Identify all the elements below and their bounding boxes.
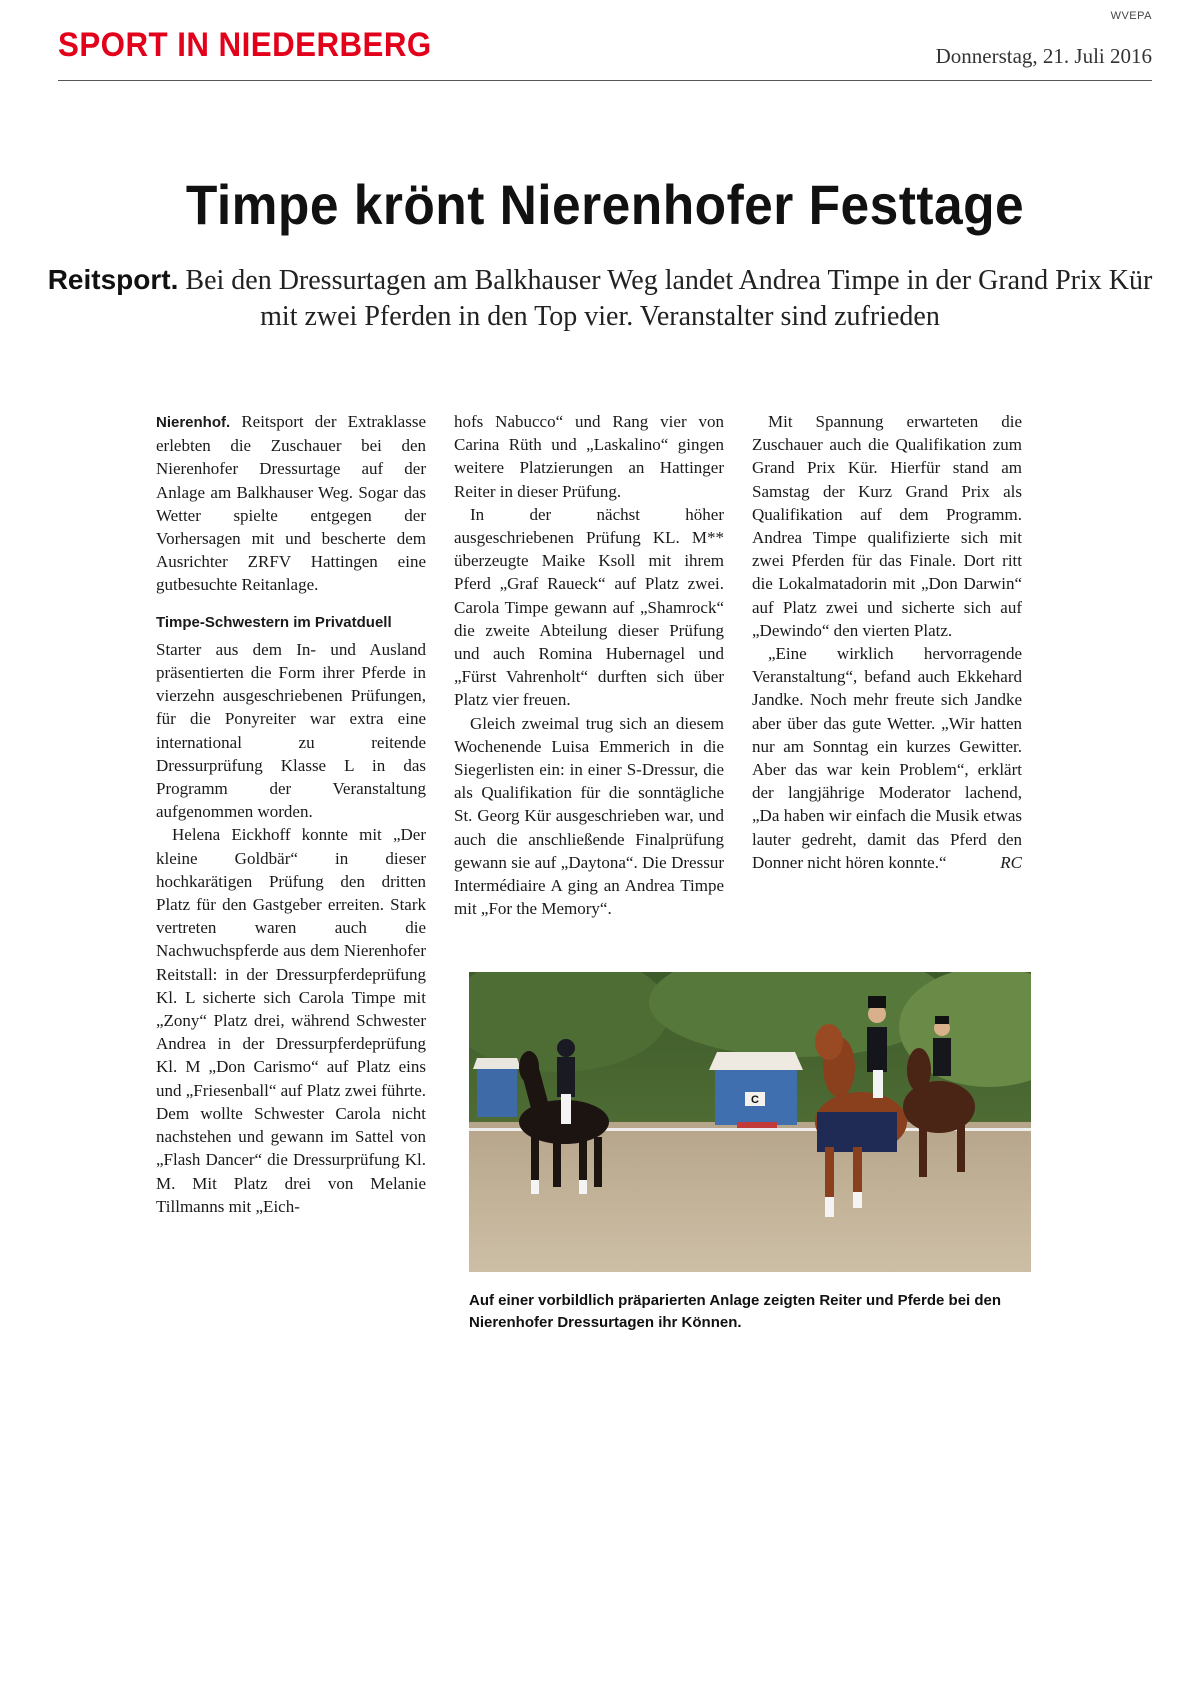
- dressage-photo-illustration: [469, 972, 1031, 1272]
- publisher-label: WVEPA: [1110, 10, 1152, 22]
- paragraph: Starter aus dem In- und Ausland präsentierten die Form ihrer Pferde in vierzehn ausgeschriebenen Prüfungen, für die Ponyreiter war extra eine international zu reitende Dressurprüfung Klasse L in das Programm der Veranstaltung aufgenommen worden.: [156, 639, 426, 822]
- dateline: Nierenhof.: [156, 414, 231, 431]
- paragraph: [156, 410, 426, 597]
- judge-booth-center: [709, 1052, 803, 1125]
- paragraph: Gleich zweimal trug sich an diesem Wochenende Luisa Emmerich in die Siegerlisten ein: in einer S-Dressur, die als Qualifikation für die sonntägliche St. Georg Kür ausgeschrieben war, und auch die anschließende Finalprüfung gewann sie auf „Daytona“. Die Dressur Intermédiaire A ging an Andrea Timpe mit „For the Memory“.: [454, 713, 724, 919]
- issue-date: Donnerstag, 21. Juli 2016: [935, 44, 1152, 68]
- dek: [36, 262, 1164, 335]
- header-rule: [58, 80, 1152, 81]
- subheading: Timpe-Schwestern im Privatduell: [156, 613, 392, 631]
- section-title: SPORT IN NIEDERBERG: [58, 26, 432, 64]
- dek-kicker: Reitsport.: [47, 264, 179, 295]
- article-photo: [469, 972, 1031, 1272]
- paragraph: Helena Eickhoff konnte mit „Der kleine Goldbär“ in dieser hochkarätigen Prüfung den dritten Platz für den Gastgeber erreiten. Stark vertreten waren auch die Nachwuchspferde aus dem Nierenhofer Reitstall: in der Dressurpferdeprüfung Kl. L sicherte sich Carola Timpe mit „Zony“ Platz drei, während Schwester Andrea in der Dressurpferdeprüfung Kl. M „Don Carismo“ auf Platz eins und „Friesenball“ auf Platz zwei führte. Dem wollte Schwester Carola nicht nachstehen und gewann im Sattel von „Flash Dancer“ die Dressurprüfung Kl. M. Mit Platz drei von Melanie Tillmanns mit „Eich-: [156, 825, 427, 1216]
- arena-letter: C: [751, 1094, 759, 1106]
- author-initials: RC: [1000, 853, 1022, 873]
- paragraph: hofs Nabucco“ und Rang vier von Carina Rüth und „Laskalino“ gingen weitere Platzierungen an Hattinger Reiter in dieser Prüfung.: [454, 412, 724, 501]
- column-1: [156, 410, 426, 1218]
- paragraph-text: Reitsport der Extraklasse erlebten die Zuschauer bei den Nierenhofer Dressurtage auf der Anlage am Balkhauser Weg. Sogar das Wetter spielte entgegen der Vorhersagen mit und bescherte dem Ausrichter ZRFV Hattingen eine gutbesuchte Reitanlage.: [156, 412, 426, 595]
- paragraph: In der nächst höher ausgeschriebenen Prüfung KL. M** überzeugte Maike Ksoll mit ihrem Pferd „Graf Raueck“ auf Platz zwei. Carola Timpe gewann auf „Shamrock“ die zweite Abteilung dieser Prüfung und auch Romina Hubernagel und „Fürst Vahrenholt“ durften sich über Platz vier freuen.: [454, 504, 724, 710]
- photo-caption: Auf einer vorbildlich präparierten Anlage zeigten Reiter und Pferde bei den Nierenhofer Dressurtagen ihr Können.: [469, 1292, 1002, 1331]
- dek-text: Bei den Dressurtagen am Balkhauser Weg landet Andrea Timpe in der Grand Prix Kür mit zwei Pferden in den Top vier. Veranstalter sind zufrieden: [178, 265, 1153, 332]
- headline: Timpe krönt Nierenhofer Festtage: [185, 173, 1025, 236]
- judge-booth-left: [473, 1058, 521, 1117]
- paragraph: „Eine wirklich hervorragende Veranstaltung“, befand auch Ekkehard Jandke. Noch mehr freute sich Jandke aber über das gute Wetter. „Wir hatten nur am Sonntag ein kurzes Gewitter. Aber das war kein Problem“, erklärt der langjährige Moderator lachend, „Da haben wir einfach die Musik etwas lauter gedreht, damit das Pferd den Donner nicht hören konnte.“: [752, 644, 1022, 872]
- paragraph: Mit Spannung erwarteten die Zuschauer auch die Qualifikation zum Grand Prix Kür. Hierfür stand am Samstag der Kurz Grand Prix als Qualifikation auf dem Programm. Andrea Timpe qualifizierte sich mit zwei Pferden für das Finale. Dort ritt die Lokalmatadorin mit „Don Darwin“ auf Platz zwei und sicherte sich auf „Dewindo“ den vierten Platz.: [752, 412, 1022, 640]
